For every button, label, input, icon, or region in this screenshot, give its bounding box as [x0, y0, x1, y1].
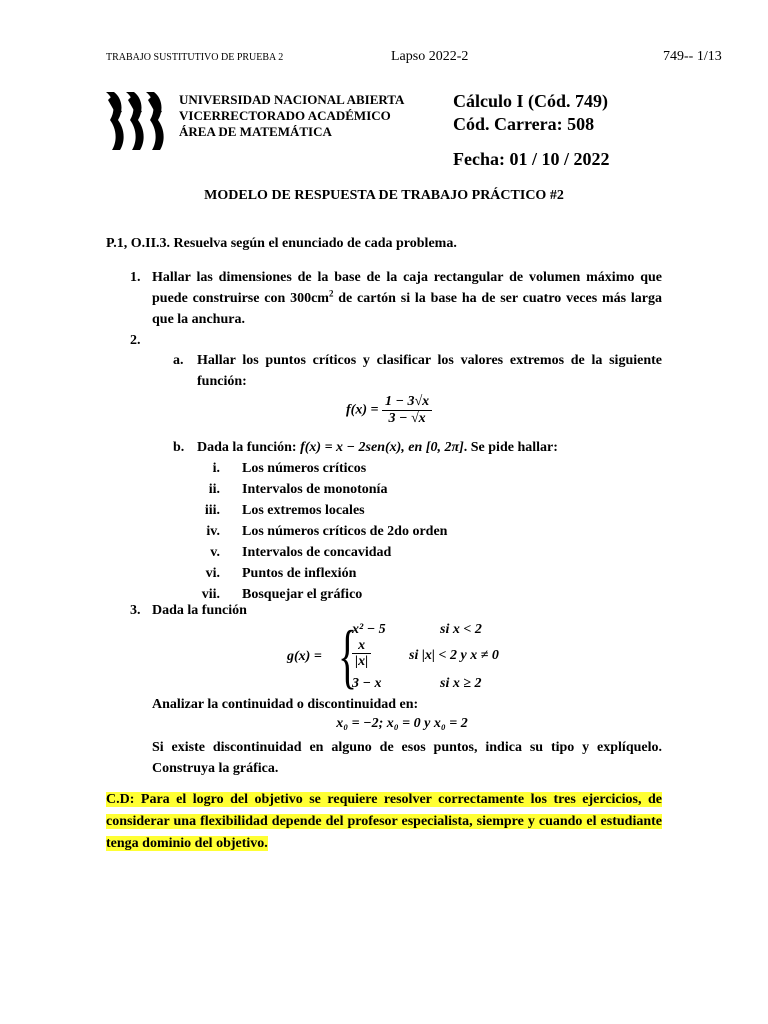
criterion-highlight: C.D: Para el logro del objetivo se requiere resolver correctamente los tres ejercicios, de considerar una flexibilidad depende del profesor especialista, siempre y cuando el estudiante tenga dominio del objetivo.	[106, 792, 662, 851]
case2-numerator: x	[352, 638, 371, 654]
institution-line2: VICERRECTORADO ACADÉMICO	[179, 108, 391, 123]
piecewise-case3-expr: 3 − x	[352, 676, 382, 691]
piecewise-brace: {	[338, 616, 358, 696]
document-title: MODELO DE RESPUESTA DE TRABAJO PRÁCTICO #2	[204, 188, 564, 203]
una-logo-icon	[104, 88, 168, 154]
piecewise-case2-cond: si |x| < 2 y x ≠ 0	[409, 648, 499, 663]
list-item-number: i.	[212, 461, 220, 476]
problem-1-superscript: 2	[328, 288, 334, 299]
course-carrera: Cód. Carrera: 508	[453, 114, 595, 134]
problem-3-number: 3.	[130, 603, 141, 618]
list-item-number: iii.	[204, 503, 220, 518]
problem-1-text-a: Hallar las dimensiones de la base de la caja rectangular de volumen máximo que puede construirse con 300cm	[152, 270, 662, 306]
header-left: TRABAJO SUSTITUTIVO DE PRUEBA 2	[106, 52, 284, 63]
piecewise-case2-fraction	[352, 638, 371, 669]
list-item-text: Los extremos locales	[242, 503, 365, 518]
problem-2b-text-a: Dada la función:	[197, 440, 301, 455]
piecewise-case1-cond: si x < 2	[440, 622, 482, 637]
case2-denominator: |x|	[355, 654, 369, 669]
list-item	[190, 563, 590, 584]
problem-1-text-b: de cartón si la base ha de ser cuatro veces más larga que la anchura.	[152, 291, 662, 327]
list-item	[190, 584, 590, 605]
problem-2b-label: b.	[173, 440, 185, 455]
problem-1-number: 1.	[130, 270, 141, 285]
problem-2b-text-b: . Se pide hallar:	[463, 440, 558, 455]
formula-denominator: 3 − √x	[388, 411, 426, 426]
course-block	[453, 90, 609, 171]
list-item-number: ii.	[208, 482, 220, 497]
piecewise-case3-cond: si x ≥ 2	[440, 676, 482, 691]
list-item-number: v.	[210, 545, 220, 560]
problem-1-text	[152, 267, 662, 330]
list-item	[190, 542, 590, 563]
list-item-text: Los números críticos	[242, 461, 367, 476]
institution-line3: ÁREA DE MATEMÁTICA	[179, 124, 332, 139]
piecewise-lhs: g(x) =	[287, 649, 322, 664]
problem-2b-text	[197, 437, 558, 458]
problem-3-points: x₀ = −2; x₀ = 0 y x₀ = 2	[336, 716, 468, 731]
list-item	[190, 500, 590, 521]
problem-3-text: Dada la función	[152, 603, 247, 618]
problem-2b-list	[190, 458, 590, 605]
formula-fraction	[382, 394, 432, 427]
formula-lhs: f(x) =	[346, 402, 379, 418]
objective: P.1, O.II.3. Resuelva según el enunciado de cada problema.	[106, 236, 457, 251]
problem-2a-text: Hallar los puntos críticos y clasificar los valores extremos de la siguiente función:	[197, 353, 662, 389]
list-item	[190, 458, 590, 479]
problem-2-number: 2.	[130, 333, 141, 348]
list-item	[190, 479, 590, 500]
problem-3-explain: Si existe discontinuidad en alguno de esos puntos, indica su tipo y explíquelo. Construya la gráfica.	[152, 740, 662, 776]
course-fecha: Fecha: 01 / 10 / 2022	[453, 149, 610, 169]
list-item-number: vii.	[201, 587, 220, 602]
problem-2a-label: a.	[173, 353, 184, 368]
problem-2a-formula	[346, 394, 432, 427]
list-item-text: Puntos de inflexión	[242, 566, 357, 581]
course-title: Cálculo I (Cód. 749)	[453, 91, 609, 111]
list-item-text: Bosquejar el gráfico	[242, 587, 363, 602]
list-item-text: Intervalos de concavidad	[242, 545, 392, 560]
header-center: Lapso 2022-2	[391, 49, 469, 64]
problem-3-analyze: Analizar la continuidad o discontinuidad en:	[152, 697, 419, 712]
institution-block	[179, 92, 404, 140]
list-item-number: iv.	[206, 524, 220, 539]
list-item	[190, 521, 590, 542]
case2-fraction	[352, 638, 371, 669]
formula-numerator: 1 − 3√x	[382, 394, 432, 411]
problem-2b-formula: f(x) = x − 2sen(x), en [0, 2π]	[300, 440, 464, 455]
header-right: 749-- 1/13	[663, 49, 722, 64]
list-item-text: Los números críticos de 2do orden	[242, 524, 448, 539]
list-item-text: Intervalos de monotonía	[242, 482, 388, 497]
piecewise-case1-expr: x² − 5	[352, 622, 386, 637]
list-item-number: vi.	[205, 566, 220, 581]
institution-line1: UNIVERSIDAD NACIONAL ABIERTA	[179, 92, 405, 107]
criterion-text	[106, 789, 662, 855]
